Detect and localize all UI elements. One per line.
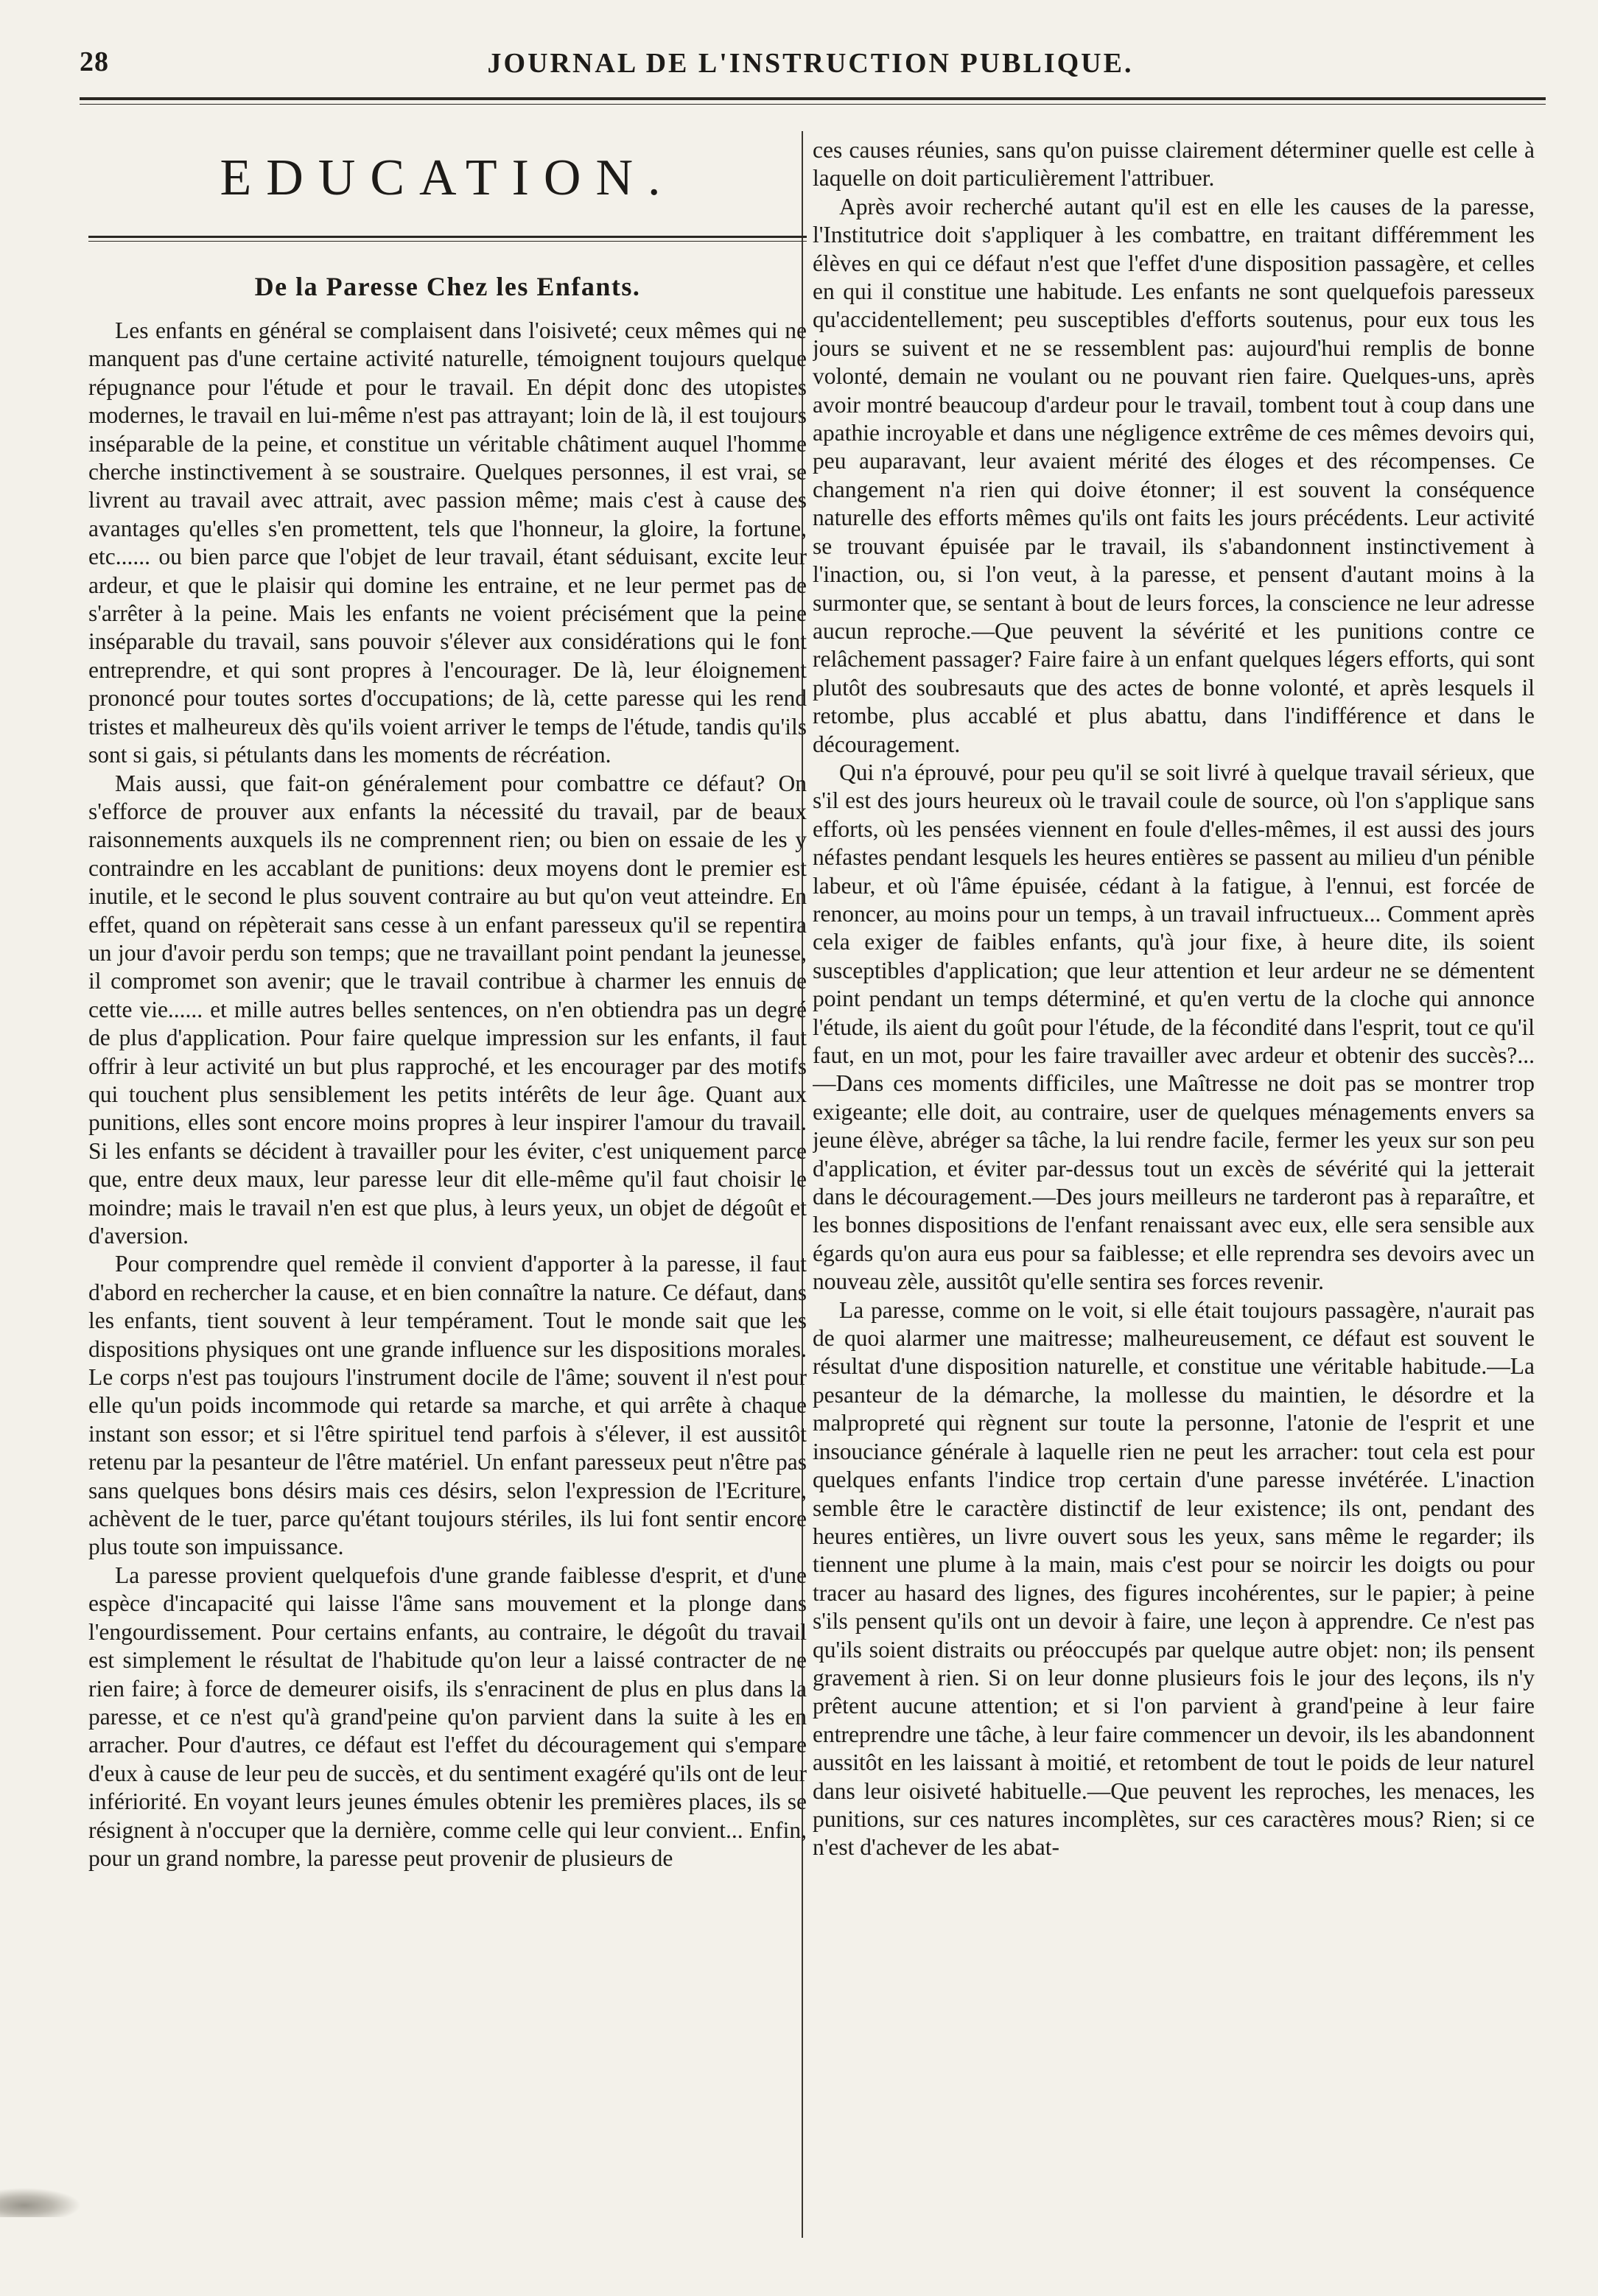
paragraph: Les enfants en général se complaisent dans l'oisiveté; ceux mêmes qui ne manquent pas d'une certaine activité naturelle, témoignent toujours quelque répugnance pour l'étude et pour le travail. En dépit donc des utopistes modernes, le travail en lui-même n'est pas attrayant; loin de là, il est toujours inséparable de la peine, et constitue un véritable châtiment auquel l'homme cherche instinctivement à se soustraire. Quelques personnes, il est vrai, se livrent au travail avec attrait, avec passion même; mais c'est à cause des avantages qu'elles s'en promettent, tels que l'honneur, la gloire, la fortune, etc...... ou bien parce que l'objet de leur travail, étant séduisant, excite leur ardeur, et que le plaisir qui domine les entraine, et ne leur permet pas de s'arrêter à la peine. Mais les enfants ne voient précisément que la peine inséparable du travail, sans pouvoir s'élever aux considérations qui le font entreprendre, et qui sont propres à l'encourager. De là, leur éloignement prononcé pour toutes sortes d'occupations; de là, cette paresse qui les rend tristes et malheureux dès qu'ils voient arriver le temps de l'étude, tandis qu'ils sont si gais, si pétulants dans les moments de récréation. [88, 317, 807, 768]
paragraph: Qui n'a éprouvé, pour peu qu'il se soit livré à quelque travail sérieux, que s'il est des jours heureux où le travail coule de source, où l'on s'applique sans efforts, où les pensées viennent en foule d'elles-mêmes, il est aussi des jours néfastes pendant lesquels les heures entières se passent au milieu d'un pénible labeur, et où l'âme épuisée, cédant à la fatigue, à l'ennui, est forcée de renoncer, au moins pour un temps, à un travail infructueux... Comment après cela exiger de faibles enfants, qu'à jour fixe, à heure dite, ils soient susceptibles d'application; que leur attention et leur ardeur ne se démentent point pendant un temps déterminé, et qu'en vertu de la cloche qui annonce l'étude, ils aient du goût pour l'étude, de la fécondité dans l'esprit, tout ce qu'il faut, en un mot, pour les faire travailler avec ardeur et obtenir des succès?...—Dans ces moments difficiles, une Maîtresse ne doit pas se montrer trop exigeante; elle doit, au contraire, user de quelques ménagements envers sa jeune élève, abréger sa tâche, la lui rendre facile, fermer les yeux sur son peu d'application, et éviter par-dessus tout un excès de sévérité qui la jetterait dans le découragement.—Des jours meilleurs ne tarderont pas à reparaître, et les bonnes dispositions de l'enfant renaissant avec eux, elle sera sensible aux égards qu'on aura eus pour sa faiblesse; et elle reprendra ses devoirs avec un nouveau zèle, aussitôt qu'elle sentira ses forces revenir. [813, 759, 1535, 1295]
paragraph: ces causes réunies, sans qu'on puisse clairement déterminer quelle est celle à laquelle on doit particulièrement l'attribuer. [813, 137, 1535, 192]
paragraph: La paresse provient quelquefois d'une grande faiblesse d'esprit, et d'une espèce d'incapacité qui laisse l'âme sans mouvement et la plonge dans l'engourdissement. Pour certains enfants, au contraire, le dégoût du travail est simplement le résultat de l'habitude qu'on leur a laissé contracter de ne rien faire; à force de demeurer oisifs, ils s'enracinent de plus en plus dans la paresse, et ce n'est qu'à grand'peine qu'on parvient dans la suite à les en arracher. Pour d'autres, ce défaut est l'effet du découragement qui s'empare d'eux à cause de leur peu de succès, et du sentiment exagéré qu'ils ont de leur infériorité. En voyant leurs jeunes émules obtenir les premières places, ils se résignent à n'occuper que la dernière, comme celle qui leur convient... Enfin, pour un grand nombre, la paresse peut provenir de plusieurs de [88, 1562, 807, 1871]
scan-blemish [0, 2188, 81, 2217]
section-rule [88, 236, 807, 242]
paragraph: Mais aussi, que fait-on généralement pour combattre ce défaut? On s'efforce de prouver aux enfants la nécessité du travail, par de beaux raisonnements auxquels ils ne comprennent rien; ou bien on essaie de les y contraindre en les accablant de punitions: deux moyens dont le premier est inutile, et le second le plus souvent contraire au but qu'on veut atteindre. En effet, quand on répèterait sans cesse à un enfant paresseux qu'il se repentira un jour d'avoir perdu son temps; que ne travaillant point pendant la jeunesse, il compromet son avenir; que le travail contribue à charmer les ennuis de cette vie...... et mille autres belles sentences, on n'en obtiendra pas un degré de plus d'application. Pour faire quelque impression sur les enfants, il faut offrir à leur activité un but plus rapproché, et les encourager par des motifs qui touchent plus sensiblement les petits intérêts de leur âge. Quant aux punitions, elles sont encore moins propres à leur inspirer l'amour du travail. Si les enfants se décident à travailler pour les éviter, c'est uniquement parce que, entre deux maux, leur paresse leur dit elle-même qu'il faut choisir le moindre; mais le travail n'en est que plus, à leurs yeux, un objet de dégoût et d'aversion. [88, 770, 807, 1249]
right-column [813, 136, 1535, 2272]
paragraph: La paresse, comme on le voit, si elle était toujours passagère, n'aurait pas de quoi alarmer une maitresse; malheureusement, ce défaut est souvent le résultat d'une disposition naturelle, et constitue une véritable habitude.—La pesanteur de la démarche, la mollesse du maintien, le désordre et la malpropreté qui règnent sur toute la personne, l'atonie de l'esprit et une insouciance générale à laquelle rien ne peut les arracher: tout cela est pour quelques enfants l'indice trop certain d'une paresse invétérée. L'inaction semble être le caractère distinctif de leur existence; ils ont, pendant des heures entières, un livre ouvert sous les yeux, sans même le regarder; ils tiennent une plume à la main, mais c'est pour se noircir les doigts ou pour tracer au hasard des lignes, des figures incohérentes, sur le papier; à peine s'ils pensent qu'ils ont un devoir à faire, une leçon à apprendre. Ce n'est pas qu'ils soient distraits ou préoccupés par quelque autre objet: non; ils pensent gravement à rien. Si on leur donne plusieurs fois le jour des leçons, ils n'y prêtent aucune attention; et si l'on parvient à grand'peine à leur faire entreprendre une tâche, à leur faire commencer un devoir, ils les abandonnent aussitôt en les laissant à moitié, et retombent de tout le poids de leur naturel dans leur oisiveté habituelle.—Que peuvent les reproches, les menaces, les punitions, sur ces natures incomplètes, sur ces caractères mous? Rien; si ce n'est d'achever de les abat- [813, 1296, 1535, 1861]
header-rule [80, 97, 1546, 105]
journal-title: JOURNAL DE L'INSTRUCTION PUBLIQUE. [487, 48, 1134, 79]
article-title: De la Paresse Chez les Enfants. [254, 272, 641, 301]
section-title: EDUCATION. [220, 150, 676, 206]
left-column [88, 136, 807, 2272]
paragraph: Après avoir recherché autant qu'il est en elle les causes de la paresse, l'Institutrice doit s'appliquer à les combattre, en traitant différemment les élèves en qui ce défaut n'est que l'effet d'une disposition passagère, et celles en qui il constitue une habitude. Les enfants ne sont quelquefois paresseux qu'accidentellement; peu susceptibles d'efforts soutenus, pour eux tous les jours se suivent et ne se ressemblent pas: aujourd'hui remplis de bonne volonté, demain ne voulant ou ne pouvant rien faire. Quelques-uns, après avoir montré beaucoup d'ardeur pour le travail, tombent tout à coup dans une apathie incroyable et dans une négligence extrême de ces mêmes devoirs qui, peu auparavant, leur avaient mérité des éloges et des récompenses. Ce changement n'a rien qui doive étonner; il est souvent la conséquence naturelle des efforts mêmes qu'ils ont faits les jours précédents. Leur activité se trouvant épuisée par le travail, ils s'abandonnent instinctivement à l'inaction, ou, si l'on veut, à la paresse, et pensent d'autant moins à la surmonter que, se sentant à bout de leurs forces, la conscience ne leur adresse aucun reproche.—Que peuvent la sévérité et les punitions contre ce relâchement passager? Faire faire à un enfant quelques légers efforts, qui sont plutôt des soubresauts que des actes de bonne volonté, et après lesquels il retombe, plus accablé et plus abattu, dans l'indifférence et dans le découragement. [813, 193, 1535, 757]
page-number: 28 [80, 46, 109, 77]
paragraph: Pour comprendre quel remède il convient d'apporter à la paresse, il faut d'abord en rechercher la cause, et en bien connaître la nature. Ce défaut, dans les enfants, tient souvent à leur tempérament. Tout le monde sait que les dispositions physiques ont une grande influence sur les dispositions morales. Le corps n'est pas toujours l'instrument docile de l'âme; souvent il n'est pour elle qu'un poids incommode qui retarde sa marche, et qui arrête à chaque instant son essor; et si l'être spirituel tend parfois à s'élever, il est aussitôt retenu par la pesanteur de l'être matériel. Un enfant paresseux peut n'être pas sans quelques bons désirs mais ces désirs, selon l'expression de l'Ecriture, achèvent de le tuer, parce qu'étant toujours stériles, ils lui font sentir encore plus toute son impuissance. [88, 1251, 807, 1560]
